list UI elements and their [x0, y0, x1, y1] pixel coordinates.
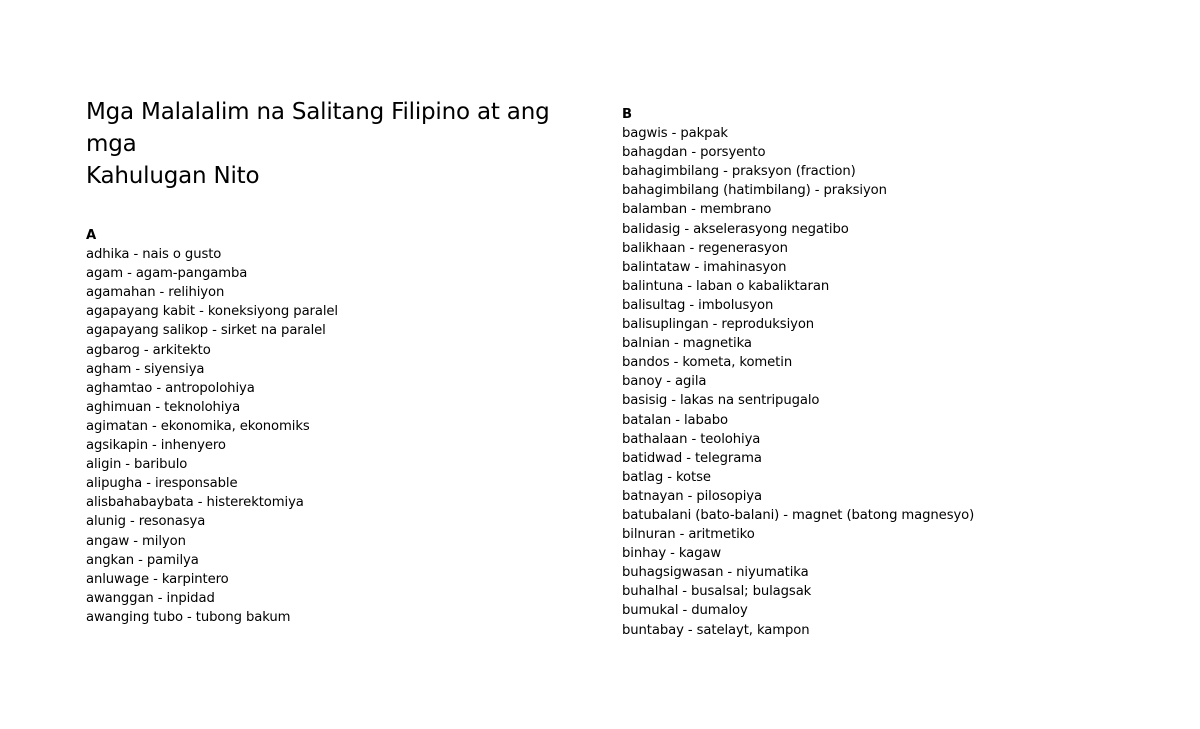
glossary-entry: bagwis - pakpak — [622, 126, 728, 142]
glossary-entry: agapayang kabit - koneksiyong paralel — [86, 304, 338, 320]
section-b — [622, 105, 974, 640]
glossary-entry: banoy - agila — [622, 374, 707, 390]
glossary-entry: anluwage - karpintero — [86, 571, 229, 587]
glossary-entry: agham - siyensiya — [86, 361, 205, 377]
section-a-entries — [86, 245, 338, 627]
glossary-entry: bahagdan - porsyento — [622, 145, 766, 161]
glossary-entry: balidasig - akselerasyong negatibo — [622, 221, 849, 237]
glossary-entry: agamahan - relihiyon — [86, 285, 225, 301]
glossary-entry: balnian - magnetika — [622, 336, 752, 352]
section-b-letter: B — [622, 107, 632, 122]
title-line-2: Kahulugan Nito — [86, 163, 260, 189]
glossary-entry: angkan - pamilya — [86, 552, 199, 568]
glossary-entry: batalan - lababo — [622, 412, 728, 428]
glossary-entry: awanging tubo - tubong bakum — [86, 609, 291, 625]
glossary-entry: alunig - resonasya — [86, 514, 206, 530]
glossary-entry: bahagimbilang (hatimbilang) - praksiyon — [622, 183, 887, 199]
glossary-entry: batlag - kotse — [622, 469, 711, 485]
glossary-entry: bathalaan - teolohiya — [622, 431, 761, 447]
title-line-1: Mga Malalalim na Salitang Filipino at ang mga — [86, 99, 550, 157]
glossary-entry: batidwad - telegrama — [622, 450, 762, 466]
glossary-entry: balisuplingan - reproduksiyon — [622, 317, 815, 333]
glossary-entry: aghimuan - teknolohiya — [86, 399, 241, 415]
glossary-entry: buhalhal - busalsal; bulagsak — [622, 584, 812, 600]
glossary-entry: angaw - milyon — [86, 533, 186, 549]
page-title — [86, 96, 596, 192]
glossary-entry: balikhaan - regenerasyon — [622, 240, 788, 256]
glossary-entry: agapayang salikop - sirket na paralel — [86, 323, 326, 339]
glossary-entry: balamban - membrano — [622, 202, 772, 218]
glossary-entry: bilnuran - aritmetiko — [622, 527, 755, 543]
glossary-entry: basisig - lakas na sentripugalo — [622, 393, 820, 409]
glossary-entry: bandos - kometa, kometin — [622, 355, 793, 371]
glossary-entry: bumukal - dumaloy — [622, 603, 748, 619]
glossary-entry: buntabay - satelayt, kampon — [622, 622, 810, 638]
section-a-letter: A — [86, 228, 97, 243]
glossary-entry: adhika - nais o gusto — [86, 247, 222, 263]
glossary-entry: aghamtao - antropolohiya — [86, 380, 255, 396]
glossary-entry: alipugha - iresponsable — [86, 476, 238, 492]
glossary-entry: balintuna - laban o kabaliktaran — [622, 278, 830, 294]
glossary-entry: binhay - kagaw — [622, 546, 722, 562]
glossary-entry: agam - agam-pangamba — [86, 266, 248, 282]
glossary-entry: balintataw - imahinasyon — [622, 259, 787, 275]
glossary-entry: agbarog - arkitekto — [86, 342, 211, 358]
glossary-entry: awanggan - inpidad — [86, 590, 215, 606]
glossary-entry: batubalani (bato-balani) - magnet (batong magnesyo) — [622, 507, 975, 523]
glossary-entry: aligin - baribulo — [86, 457, 188, 473]
glossary-entry: bahagimbilang - praksyon (fraction) — [622, 164, 856, 180]
glossary-entry: batnayan - pilosopiya — [622, 488, 762, 504]
section-a — [86, 226, 338, 627]
glossary-entry: balisultag - imbolusyon — [622, 297, 774, 313]
glossary-entry: agsikapin - inhenyero — [86, 438, 226, 454]
glossary-entry: alisbahabaybata - histerektomiya — [86, 495, 304, 511]
glossary-entry: agimatan - ekonomika, ekonomiks — [86, 418, 310, 434]
section-b-entries — [622, 124, 974, 640]
glossary-entry: buhagsigwasan - niyumatika — [622, 565, 809, 581]
